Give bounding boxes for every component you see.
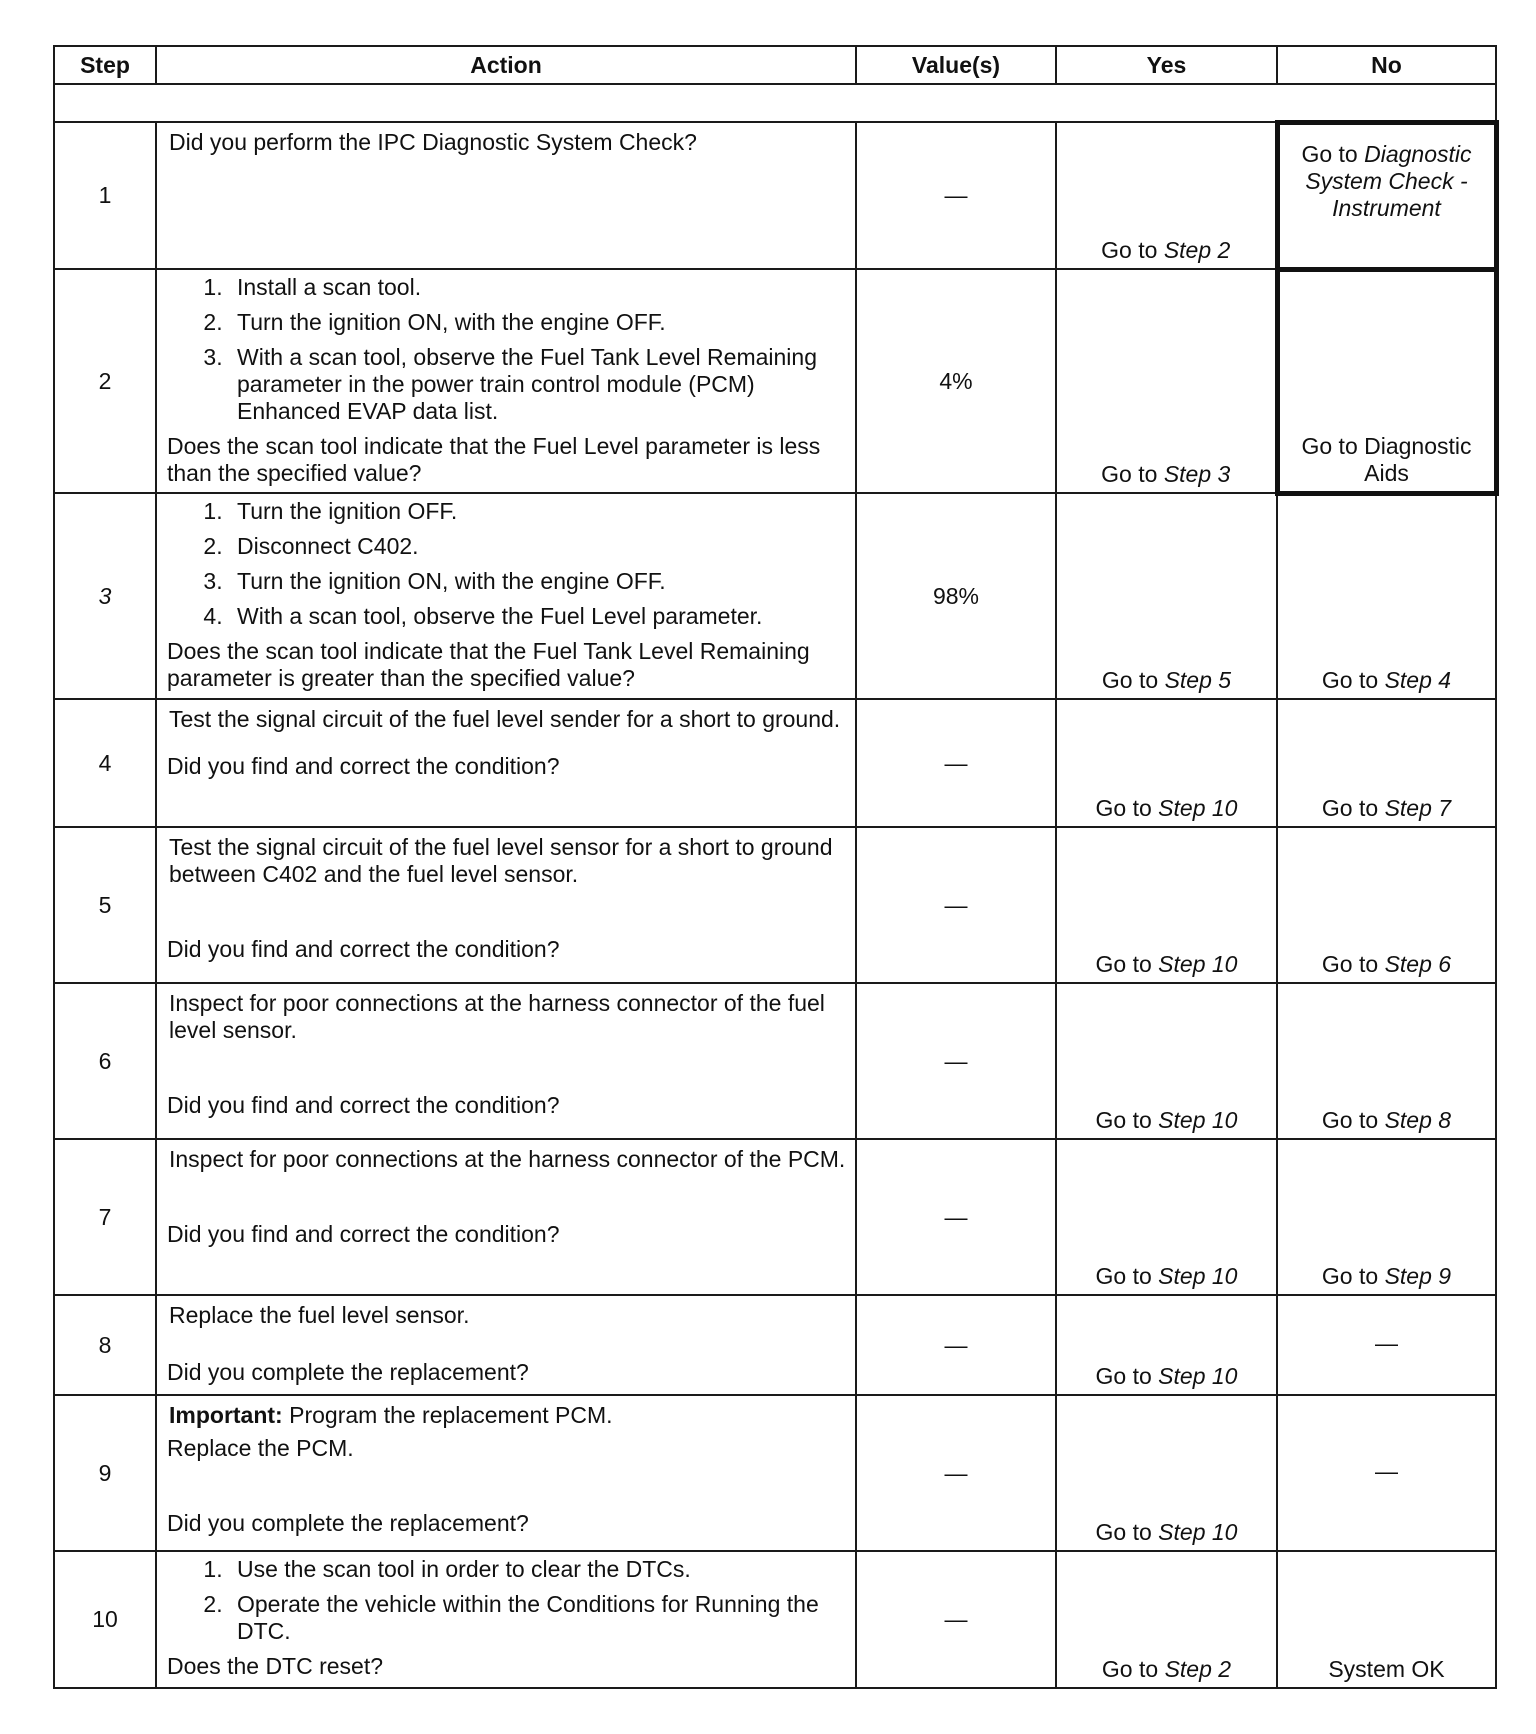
table-row-step-3 (54, 493, 1496, 699)
action-cell (156, 269, 856, 493)
yes-cell (1056, 269, 1277, 493)
action-question: Did you find and correct the condition? (167, 1221, 560, 1247)
no-cell (1277, 1139, 1496, 1295)
yes-cell (1056, 122, 1277, 269)
no-link-diagnostic-system-check[interactable]: Diagnostic System Check - Instrument (1305, 140, 1472, 221)
action-steps-list (167, 498, 847, 630)
no-prefix: Go to (1321, 1107, 1379, 1133)
yes-prefix: Go to (1101, 667, 1159, 693)
table-row-step-6 (54, 983, 1496, 1139)
step-number: 6 (54, 983, 156, 1139)
step-number: 3 (54, 493, 156, 699)
step-number: 8 (54, 1295, 156, 1395)
yes-cell (1056, 1551, 1277, 1688)
action-question: Does the scan tool indicate that the Fuel Tank Level Remaining parameter is greater than the specified value? (167, 638, 810, 691)
no-link-diagnostic-aids[interactable]: Go to Diagnostic Aids (1301, 432, 1472, 486)
yes-link-step[interactable]: Step 2 (1164, 1656, 1232, 1682)
table-row-step-2 (54, 269, 1496, 493)
yes-cell (1056, 983, 1277, 1139)
no-link-step[interactable]: Step 8 (1384, 1107, 1452, 1133)
action-text: Replace the fuel level sensor. (169, 1302, 470, 1328)
action-cell (156, 1395, 856, 1551)
action-step-item: 2. Disconnect C402. (229, 533, 847, 560)
step-number: 9 (54, 1395, 156, 1551)
yes-link-step[interactable]: Step 10 (1158, 1519, 1238, 1545)
yes-cell (1056, 699, 1277, 827)
yes-prefix: Go to (1095, 795, 1152, 821)
yes-link-step[interactable]: Step 10 (1158, 1263, 1238, 1289)
action-cell (156, 1139, 856, 1295)
step-number: 10 (54, 1551, 156, 1688)
no-link-step[interactable]: Step 4 (1384, 667, 1452, 693)
action-cell (156, 493, 856, 699)
action-step-item: 2. Turn the ignition ON, with the engine OFF. (229, 309, 847, 336)
action-step-item: 1. Use the scan tool in order to clear the DTCs. (229, 1556, 847, 1583)
no-link-step[interactable]: Step 9 (1384, 1263, 1452, 1289)
header-row (54, 46, 1496, 84)
no-cell (1277, 122, 1496, 269)
action-cell (156, 983, 856, 1139)
spacer-row (54, 84, 1496, 122)
action-step-item: 2. Operate the vehicle within the Conditions for Running the DTC. (229, 1591, 847, 1645)
important-label: Important: (169, 1402, 283, 1428)
yes-prefix: Go to (1101, 461, 1158, 487)
yes-link-step[interactable]: Step 5 (1164, 667, 1232, 693)
yes-prefix: Go to (1095, 951, 1152, 977)
header-action: Action (156, 46, 856, 84)
value-cell: — (856, 1551, 1056, 1688)
action-step-item: 3. Turn the ignition ON, with the engine OFF. (229, 568, 847, 595)
table-row-step-5 (54, 827, 1496, 983)
step-number: 2 (54, 269, 156, 493)
value-cell: — (856, 699, 1056, 827)
yes-link-step[interactable]: Step 3 (1163, 461, 1231, 487)
no-link-step[interactable]: Step 6 (1384, 951, 1452, 977)
no-cell: — (1277, 1295, 1496, 1395)
yes-prefix: Go to (1095, 1263, 1152, 1289)
important-note (169, 1402, 847, 1429)
no-cell (1277, 269, 1496, 493)
action-step-item: 3. With a scan tool, observe the Fuel Tank Level Remaining parameter in the power train control module (PCM) Enhanced EVAP data list. (229, 344, 847, 425)
action-question: Does the scan tool indicate that the Fuel Level parameter is less than the specified value? (167, 433, 821, 486)
header-step: Step (54, 46, 156, 84)
action-text: Test the signal circuit of the fuel level sensor for a short to ground between C402 and the fuel level sensor. (169, 834, 833, 887)
value-cell: — (856, 122, 1056, 269)
action-question: Did you find and correct the condition? (167, 936, 560, 962)
yes-cell (1056, 827, 1277, 983)
no-prefix: Go to (1321, 795, 1379, 821)
action-cell (156, 699, 856, 827)
step-number: 4 (54, 699, 156, 827)
header-values: Value(s) (856, 46, 1056, 84)
yes-prefix: Go to (1101, 237, 1158, 263)
yes-prefix: Go to (1095, 1107, 1152, 1133)
action-step-item: 4. With a scan tool, observe the Fuel Level parameter. (229, 603, 847, 630)
no-prefix: Go to (1321, 667, 1379, 693)
table-row-step-10 (54, 1551, 1496, 1688)
action-cell (156, 827, 856, 983)
yes-cell (1056, 1295, 1277, 1395)
yes-link-step[interactable]: Step 2 (1163, 237, 1231, 263)
yes-link-step[interactable]: Step 10 (1158, 951, 1238, 977)
value-cell: — (856, 983, 1056, 1139)
no-cell (1277, 827, 1496, 983)
step-number: 5 (54, 827, 156, 983)
action-question: Did you complete the replacement? (167, 1359, 529, 1385)
table-row-step-7 (54, 1139, 1496, 1295)
yes-prefix: Go to (1101, 1656, 1159, 1682)
action-steps-list (167, 1556, 847, 1645)
value-cell: — (856, 1395, 1056, 1551)
yes-cell (1056, 493, 1277, 699)
value-cell: — (856, 827, 1056, 983)
table-row-step-1 (54, 122, 1496, 269)
yes-cell (1056, 1395, 1277, 1551)
action-cell (156, 1295, 856, 1395)
no-cell (1277, 699, 1496, 827)
no-prefix: Go to (1301, 140, 1358, 167)
yes-link-step[interactable]: Step 10 (1158, 1107, 1238, 1133)
value-cell: 98% (856, 493, 1056, 699)
action-cell (156, 122, 856, 269)
yes-cell (1056, 1139, 1277, 1295)
step-number: 1 (54, 122, 156, 269)
yes-link-step[interactable]: Step 10 (1158, 795, 1238, 821)
value-cell: — (856, 1295, 1056, 1395)
table-row-step-4 (54, 699, 1496, 827)
action-question: Does the DTC reset? (167, 1653, 384, 1679)
action-text: Inspect for poor connections at the harness connector of the fuel level sensor. (169, 990, 825, 1043)
action-step-item: 1. Install a scan tool. (229, 274, 847, 301)
header-no: No (1277, 46, 1496, 84)
table-row-step-8 (54, 1295, 1496, 1395)
step-number: 7 (54, 1139, 156, 1295)
important-text: Program the replacement PCM. (282, 1402, 613, 1428)
action-text: Replace the PCM. (167, 1435, 354, 1461)
no-prefix: Go to (1321, 951, 1379, 977)
action-question: Did you complete the replacement? (167, 1510, 529, 1536)
no-cell (1277, 493, 1496, 699)
yes-link-step[interactable]: Step 10 (1158, 1363, 1238, 1389)
no-cell: System OK (1277, 1551, 1496, 1688)
table-row-step-9 (54, 1395, 1496, 1551)
action-steps-list (167, 274, 847, 425)
header-yes: Yes (1056, 46, 1277, 84)
value-cell: 4% (856, 269, 1056, 493)
no-prefix: Go to (1321, 1263, 1379, 1289)
action-text: Inspect for poor connections at the harness connector of the PCM. (169, 1146, 846, 1172)
value-cell: — (856, 1139, 1056, 1295)
yes-prefix: Go to (1095, 1519, 1152, 1545)
action-text: Did you perform the IPC Diagnostic System Check? (169, 129, 697, 155)
action-question: Did you find and correct the condition? (167, 1092, 560, 1118)
action-cell (156, 1551, 856, 1688)
no-cell: — (1277, 1395, 1496, 1551)
yes-prefix: Go to (1095, 1363, 1152, 1389)
diagnostic-table (53, 45, 1499, 1689)
no-cell (1277, 983, 1496, 1139)
action-text: Test the signal circuit of the fuel level sender for a short to ground. (169, 706, 841, 732)
no-link-step[interactable]: Step 7 (1384, 795, 1452, 821)
action-question: Did you find and correct the condition? (167, 753, 560, 779)
spacer-cell (54, 84, 1496, 122)
action-step-item: 1. Turn the ignition OFF. (229, 498, 847, 525)
